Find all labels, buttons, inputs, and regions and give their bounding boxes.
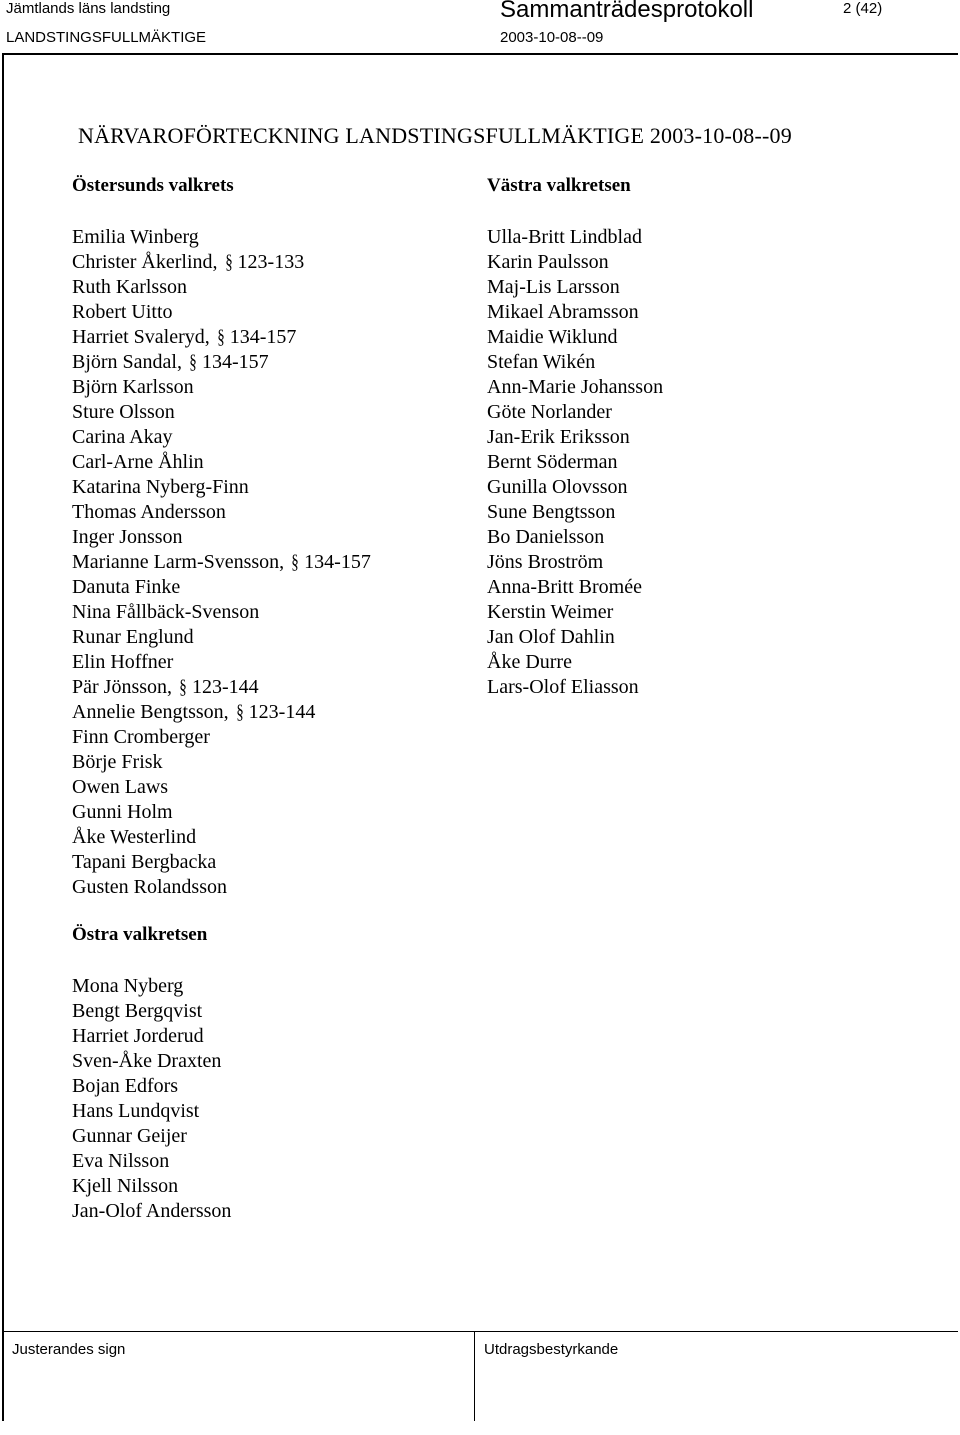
certification-label: Utdragsbestyrkande [484,1341,619,1358]
member-name: Gunnar Geijer [72,1125,187,1147]
member-item [72,550,371,575]
member-name: Ulla-Britt Lindblad [487,226,642,248]
member-name: Anna-Britt Bromée [487,576,642,598]
paragraph-range: 123-133 [237,251,305,273]
member-name: Annelie Bengtsson, [72,701,229,723]
member-item [487,375,663,400]
member-name: Åke Durre [487,651,572,673]
member-item [72,525,371,550]
member-name: Sture Olsson [72,401,175,423]
section-sign: § [224,251,233,273]
member-name: Harriet Svaleryd, [72,326,210,348]
member-item [72,225,371,250]
member-name: Maj-Lis Larsson [487,276,620,298]
member-name: Carina Akay [72,426,173,448]
member-list-vastra [487,225,663,700]
member-item [72,400,371,425]
member-item [72,1124,231,1149]
member-item [72,1199,231,1224]
paragraph-range: 123-144 [248,701,316,723]
paragraph-range: 134-157 [202,351,269,373]
section-sign: § [179,676,187,698]
header-rule [2,53,958,55]
member-name: Robert Uitto [72,301,173,323]
member-name: Sune Bengtsson [487,501,616,523]
left-margin-rule [2,53,4,1421]
member-item [72,300,371,325]
member-item [487,675,663,700]
member-item [72,325,371,350]
member-name: Finn Cromberger [72,726,210,748]
member-name: Karin Paulsson [487,251,609,273]
member-item [487,600,663,625]
member-item [487,550,663,575]
member-item [72,500,371,525]
member-item [72,475,371,500]
member-name: Ruth Karlsson [72,276,187,298]
page-number: 2 (42) [843,0,883,17]
member-name: Göte Norlander [487,401,612,423]
member-name: Christer Åkerlind, [72,251,218,273]
member-item [72,800,371,825]
member-item [487,350,663,375]
member-name: Mona Nyberg [72,975,184,997]
member-name: Stefan Wikén [487,351,596,373]
member-name: Gunni Holm [72,801,173,823]
member-name: Bojan Edfors [72,1075,179,1097]
member-item [487,225,663,250]
section-sign: § [189,351,197,373]
member-name: Emilia Winberg [72,226,199,248]
member-item [72,1024,231,1049]
member-name: Eva Nilsson [72,1150,170,1172]
member-name: Bengt Bergqvist [72,1000,203,1022]
assembly-name: LANDSTINGSFULLMÄKTIGE [6,29,207,46]
footer-divider [474,1331,475,1421]
member-name: Jan Olof Dahlin [487,626,615,648]
member-name: Sven-Åke Draxten [72,1050,222,1072]
member-name: Marianne Larm-Svensson, [72,551,285,573]
member-name: Inger Jonsson [72,526,183,548]
member-name: Runar Englund [72,626,194,648]
member-name: Lars-Olof Eliasson [487,676,639,698]
member-item [487,525,663,550]
member-item [487,575,663,600]
member-name: Kjell Nilsson [72,1175,179,1197]
member-name: Harriet Jorderud [72,1025,204,1047]
document-type: Sammanträdesprotokoll [500,0,754,23]
member-item [72,425,371,450]
member-item [72,1074,231,1099]
member-item [72,1049,231,1074]
member-name: Börje Frisk [72,751,163,773]
member-name: Mikael Abramsson [487,301,639,323]
member-item [72,450,371,475]
member-list-ostra [72,974,231,1224]
member-name: Danuta Finke [72,576,181,598]
member-item [487,300,663,325]
member-item [72,650,371,675]
member-name: Elin Hoffner [72,651,174,673]
meeting-date: 2003-10-08--09 [500,29,604,46]
member-name: Kerstin Weimer [487,601,614,623]
section-sign: § [235,701,244,723]
footer-rule [2,1331,958,1332]
member-name: Jan-Olof Andersson [72,1200,232,1222]
signature-label: Justerandes sign [12,1341,126,1358]
member-item [72,750,371,775]
section-heading-ostra: Östra valkretsen [72,924,208,945]
paragraph-range: 134-157 [229,326,297,348]
member-name: Gunilla Olovsson [487,476,628,498]
member-item [72,974,231,999]
member-name: Hans Lundqvist [72,1100,200,1122]
member-item [72,250,371,275]
member-name: Åke Westerlind [72,826,197,848]
section-sign: § [216,326,225,348]
member-name: Pär Jönsson, [72,676,173,698]
member-item [487,450,663,475]
member-item [487,625,663,650]
paragraph-range: 134-157 [304,551,371,573]
member-item [72,999,231,1024]
member-item [72,625,371,650]
member-item [72,875,371,900]
member-name: Gusten Rolandsson [72,876,227,898]
paragraph-range: 123-144 [192,676,259,698]
member-item [487,500,663,525]
member-item [72,675,371,700]
member-name: Björn Sandal, [72,351,182,373]
member-item [72,775,371,800]
member-item [72,275,371,300]
member-name: Carl-Arne Åhlin [72,451,204,473]
member-item [72,600,371,625]
member-name: Bernt Söderman [487,451,618,473]
member-item [72,700,371,725]
member-item [72,575,371,600]
organization-name: Jämtlands läns landsting [6,0,171,17]
member-item [72,850,371,875]
member-list-ostersund [72,225,371,900]
member-item [72,1174,231,1199]
member-item [72,725,371,750]
section-sign: § [291,551,299,573]
member-name: Nina Fållbäck-Svenson [72,601,260,623]
member-name: Bo Danielsson [487,526,605,548]
member-item [487,650,663,675]
member-item [72,1099,231,1124]
member-item [487,325,663,350]
page-title: NÄRVAROFÖRTECKNING LANDSTINGSFULLMÄKTIGE 2003-10-08--09 [78,123,792,148]
member-item [72,825,371,850]
member-name: Tapani Bergbacka [72,851,217,873]
member-item [487,400,663,425]
member-name: Björn Karlsson [72,376,194,398]
member-name: Jan-Erik Eriksson [487,426,630,448]
member-name: Ann-Marie Johansson [487,376,664,398]
member-name: Jöns Broström [487,551,604,573]
member-name: Owen Laws [72,776,169,798]
member-item [72,375,371,400]
member-name: Maidie Wiklund [487,326,618,348]
member-item [487,475,663,500]
member-item [487,275,663,300]
member-item [72,1149,231,1174]
section-heading-ostersund: Östersunds valkrets [72,175,234,196]
member-item [72,350,371,375]
member-item [487,250,663,275]
member-item [487,425,663,450]
member-name: Katarina Nyberg-Finn [72,476,249,498]
member-name: Thomas Andersson [72,501,226,523]
section-heading-vastra: Västra valkretsen [487,175,631,196]
